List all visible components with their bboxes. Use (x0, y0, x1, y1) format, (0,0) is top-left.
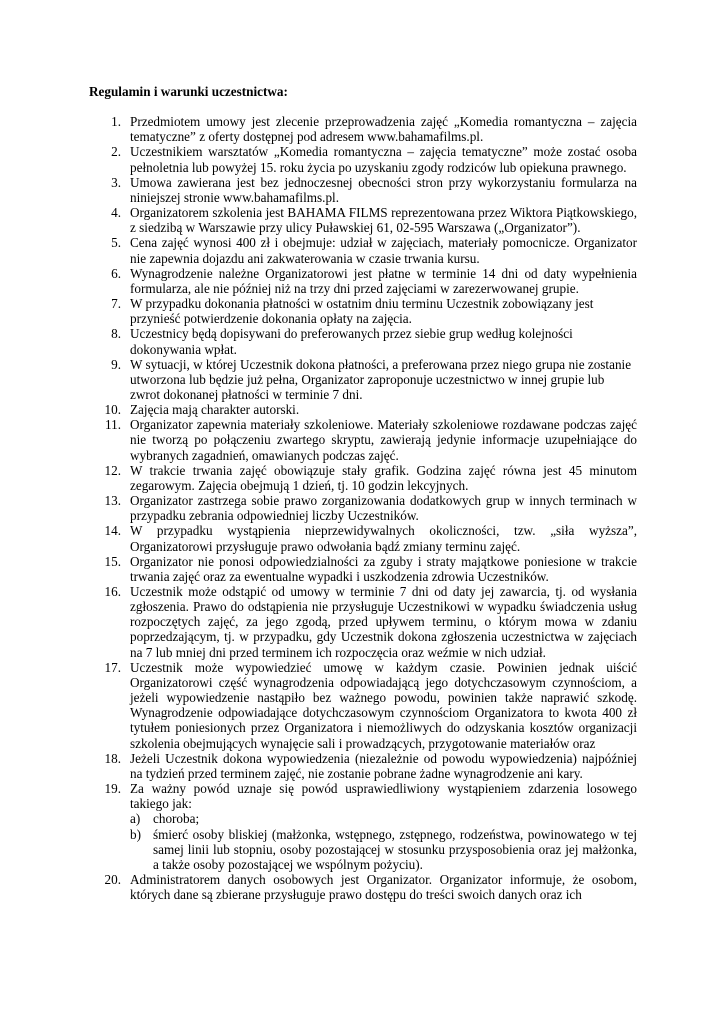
sub-list (130, 811, 637, 872)
list-item (89, 781, 637, 872)
item-number: 9. (111, 356, 121, 372)
list-item (89, 235, 637, 265)
item-text: Umowa zawierana jest bez jednoczesnej obecności stron przy wykorzystaniu formularza na niniejszej stronie www.bahamafilms.pl. (130, 174, 637, 205)
item-text: Przedmiotem umowy jest zlecenie przeprowadzenia zajęć „Komedia romantyczna – zajęcia tematyczne” z oferty dostępnej pod adresem www.bahamafilms.pl. (130, 114, 637, 145)
list-item (89, 463, 637, 493)
terms-list (89, 114, 637, 902)
item-text: W sytuacji, w której Uczestnik dokona płatności, a preferowana przez niego grupa nie zostanie utworzona lub będzie już pełna, Organizator zaproponuje uczestnictwo w innej grupie lub zwrot dokonanej płatności w terminie 7 dni. (130, 356, 632, 402)
item-number: 5. (111, 235, 121, 251)
item-number: 20. (104, 871, 121, 887)
item-text: Organizator zastrzega sobie prawo zorganizowania dodatkowych grup w innych terminach w przypadku zebrania odpowiedniej liczby Uczestników. (130, 493, 637, 524)
item-number: 14. (104, 523, 121, 539)
item-text: Organizatorem szkolenia jest BAHAMA FILMS reprezentowana przez Wiktora Piątkowskiego, z siedzibą w Warszawie przy ulicy Puławskiej 61, 02-595 Warszawa („Organizator”). (130, 205, 637, 236)
sub-item-text: choroba; (153, 811, 200, 827)
sub-list-item (130, 827, 637, 872)
sub-item-text: śmierć osoby bliskiej (małżonka, wstępnego, zstępnego, rodzeństwa, powinowatego w tej samej linii lub stopniu, osoby pozostającej w stosunku przysposobienia oraz jej małżonka, a także osoby pozostającej we wspólnym pożyciu). (153, 826, 637, 872)
item-number: 10. (104, 402, 121, 418)
item-text: Zajęcia mają charakter autorski. (130, 402, 300, 418)
item-number: 12. (104, 462, 121, 478)
item-text: Uczestnicy będą dopisywani do preferowanych przez siebie grup według kolejności dokonywania wpłat. (130, 326, 573, 357)
list-item (89, 326, 637, 356)
list-item (89, 402, 637, 417)
item-text: Za ważny powód uznaje się powód usprawiedliwiony wystąpieniem zdarzenia losowego takiego jak: (130, 781, 637, 812)
item-text: Organizator zapewnia materiały szkoleniowe. Materiały szkoleniowe rozdawane podczas zajęć nie tworzą po połączeniu zwartego skryptu, zawierają jedynie informacje uzupełniające do wybranych zagadnień, omawianych podczas zajęć. (130, 417, 637, 463)
list-item (89, 296, 637, 326)
item-number: 15. (104, 553, 121, 569)
list-item (89, 872, 637, 902)
item-number: 6. (111, 265, 121, 281)
list-item (89, 205, 637, 235)
item-text: Uczestnik może odstąpić od umowy w terminie 7 dni od daty jej zawarcia, tj. od wysłania zgłoszenia. Prawo do odstąpienia nie przysługuje Uczestnikowi w wypadku świadczenia usług rozpoczętych zajęć, za jego zgodą, przed upływem terminu, o którym mowa w zdaniu poprzedzającym, tj. w przypadku, gdy Uczestnik dokona zgłoszenia uczestnictwa w zajęciach na 7 lub mniej dni przed terminem ich rozpoczęcia oraz weźmie w nich udział. (130, 584, 637, 660)
document-title: Regulamin i warunki uczestnictwa: (89, 84, 288, 99)
item-text: Administratorem danych osobowych jest Organizator. Organizator informuje, że osobom, których dane są zbierane przysługuje prawo dostępu do treści swoich danych oraz ich (130, 871, 637, 903)
item-number: 4. (111, 205, 121, 221)
item-number: 3. (111, 174, 121, 190)
item-number: 19. (104, 781, 121, 797)
list-item (89, 144, 637, 174)
list-item (89, 523, 637, 553)
list-item (89, 660, 637, 751)
item-text: Jeżeli Uczestnik dokona wypowiedzenia (niezależnie od powodu wypowiedzenia) najpóźniej na tydzień przed terminem zajęć, nie zostanie pobrane żadne wynagrodzenie ani kary. (130, 750, 637, 781)
item-number: 17. (104, 659, 121, 675)
item-number: 11. (105, 417, 121, 433)
item-text: W przypadku dokonania płatności w ostatnim dniu terminu Uczestnik zobowiązany jest przynieść potwierdzenie dokonania opłaty na zajęcia. (130, 296, 594, 327)
item-number: 1. (111, 114, 121, 130)
sub-item-number: b) (130, 826, 141, 842)
item-text: Wynagrodzenie należne Organizatorowi jest płatne w terminie 14 dni od daty wypełnienia formularza, ale nie później niż na trzy dni przed zajęciami w zarezerwowanej grupie. (130, 265, 637, 296)
item-text: Uczestnikiem warsztatów „Komedia romantyczna – zajęcia tematyczne” może zostać osoba pełnoletnia lub powyżej 15. roku życia po uzyskaniu zgody rodziców lub opiekuna prawnego. (130, 144, 637, 175)
list-item (89, 357, 637, 402)
sub-list-item (130, 811, 637, 826)
item-number: 2. (111, 144, 121, 160)
sub-item-number: a) (130, 811, 141, 827)
list-item (89, 751, 637, 781)
list-item (89, 493, 637, 523)
item-number: 18. (104, 750, 121, 766)
item-number: 7. (111, 296, 121, 312)
item-text: Cena zajęć wynosi 400 zł i obejmuje: udział w zajęciach, materiały pomocnicze. Organizator nie zapewnia dojazdu ani zakwaterowania w czasie trwania kursu. (130, 235, 637, 266)
item-number: 16. (104, 584, 121, 599)
list-item (89, 584, 637, 660)
list-item (89, 175, 637, 205)
item-number: 8. (111, 326, 121, 342)
item-text: Organizator nie ponosi odpowiedzialności za zguby i straty majątkowe poniesione w trakcie trwania zajęć oraz za ewentualne wypadki i uszkodzenia zdrowia Uczestników. (130, 553, 637, 584)
list-item (89, 114, 637, 144)
list-item (89, 266, 637, 296)
item-text: W przypadku wystąpienia nieprzewidywalnych okoliczności, tzw. „siła wyższa”, Organizatorowi przysługuje prawo odwołania bądź zmiany terminu zajęć. (130, 523, 637, 554)
item-text: Uczestnik może wypowiedzieć umowę w każdym czasie. Powinien jednak uiścić Organizatorowi część wynagrodzenia odpowiadającą jego dotychczasowym czynnościom, a jeżeli wypowiedzenie nastąpiło bez ważnego powodu, powinien także naprawić szkodę. Wynagrodzenie odpowiadające dotychczasowym czynnościom Organizatora to kwota 400 zł tytułem poniesionych przez Organizatora i niemożliwych do odzyskania kosztów organizacji szkolenia obejmujących wynajęcie sali i prowadzących, przygotowanie materiałów oraz (130, 659, 637, 751)
list-item (89, 417, 637, 462)
list-item (89, 554, 637, 584)
item-text: W trakcie trwania zajęć obowiązuje stały grafik. Godzina zajęć równa jest 45 minutom zegarowym. Zajęcia obejmują 1 dzień, tj. 10 godzin lekcyjnych. (130, 462, 637, 493)
item-number: 13. (104, 493, 121, 509)
